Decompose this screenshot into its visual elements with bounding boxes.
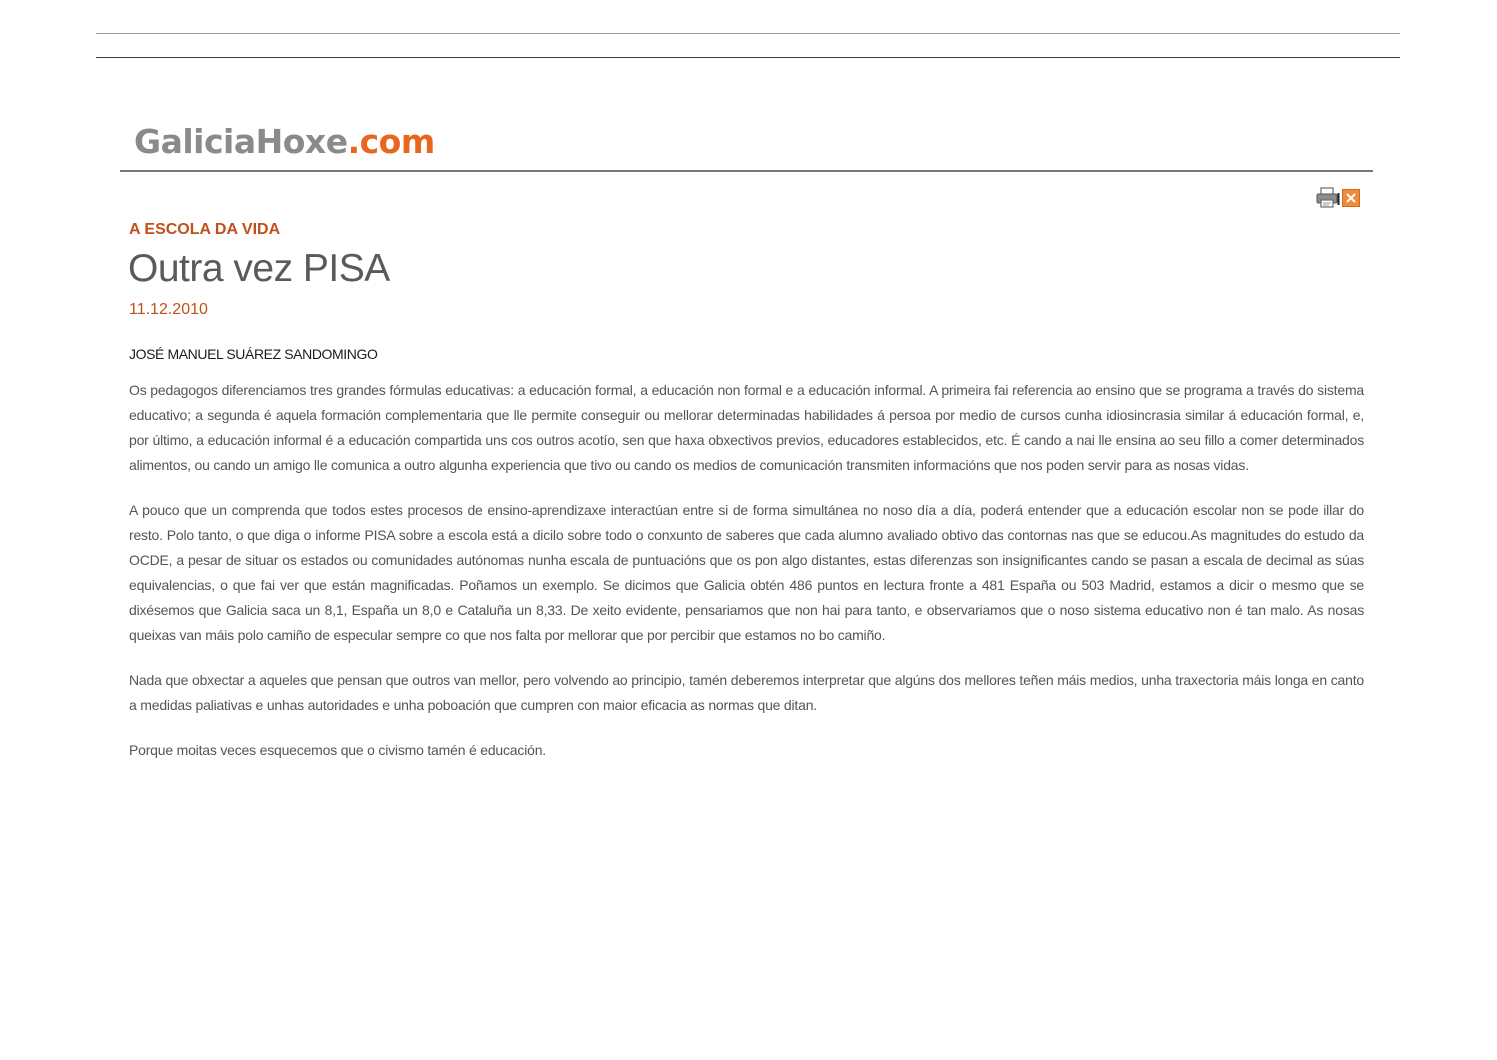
logo-brand: GaliciaHoxe [134,122,348,161]
site-logo[interactable] [134,122,435,162]
article-title: Outra vez PISA [128,247,390,290]
top-divider [96,33,1400,34]
body-paragraph: A pouco que un comprenda que todos estes procesos de ensino-aprendizaxe interactúan entre si de forma simultánea no noso día a día, poderá entender que a educación escolar non se pode illar do resto. Polo tanto, o que diga o informe PISA sobre a escola está a dicilo sobre todo o conxunto de saberes que cada alumno avaliado obtivo das contornas nas que se educou.As magnitudes do estudo da OCDE, a pesar de situar os estados ou comunidades autónomas nunha escala de puntuacións que os pon algo distantes, estas diferenzas son insignificantes cando se pasan a escala de decimal as súas equivalencias, o que fai ver que están magnificadas. Poñamos un exemplo. Se dicimos que Galicia obtén 486 puntos en lectura fronte a 481 España ou 503 Madrid, estamos a dicir o mesmo que se dixésemos que Galicia saca un 8,1, España un 8,0 e Cataluña un 8,33. De xeito evidente, pensariamos que non hai para tanto, e observariamos que o noso sistema educativo non é tan malo. As nosas queixas van máis polo camiño de especular sempre co que nos falta por mellorar que por percibir que estamos no bo camiño. [129,502,1364,643]
body-paragraph: Os pedagogos diferenciamos tres grandes fórmulas educativas: a educación formal, a educación non formal e a educación informal. A primeira fai referencia ao ensino que se programa a través do sistema educativo; a segunda é aquela formación complementaria que lle permite conseguir ou mellorar determinadas habilidades á persoa por medio de cursos cunha idiosincrasia similar á educación formal, e, por último, a educación informal é a educación compartida uns cos outros acotío, sen que haxa obxectivos previos, educadores establecidos, etc. É cando a nai lle ensina ao seu fillo a comer determinados alimentos, ou cando un amigo lle comunica a outro algunha experiencia que tivo ou cando os medios de comunicación transmiten informacións que nos poden servir para as nosas vidas. [129,382,1364,473]
header-divider [120,170,1373,172]
body-paragraph: Nada que obxectar a aqueles que pensan que outros van mellor, pero volvendo ao principio, tamén deberemos interpretar que algúns dos mellores teñen máis medios, unha traxectoria máis longa en canto a medidas paliativas e unhas autoridades e unha poboación que cumpren con maior eficacia as normas que ditan. [129,672,1364,713]
article-author: JOSÉ MANUEL SUÁREZ SANDOMINGO [129,346,378,362]
print-icon[interactable] [1316,187,1340,209]
section-label[interactable]: A ESCOLA DA VIDA [129,221,281,238]
article-toolbar [1316,187,1362,209]
article-body [129,378,1364,783]
top-divider-dark [96,57,1400,58]
close-icon[interactable] [1342,189,1360,207]
logo-tld: .com [347,122,435,161]
body-paragraph: Porque moitas veces esquecemos que o civismo tamén é educación. [129,742,546,758]
article-date: 11.12.2010 [129,301,208,318]
